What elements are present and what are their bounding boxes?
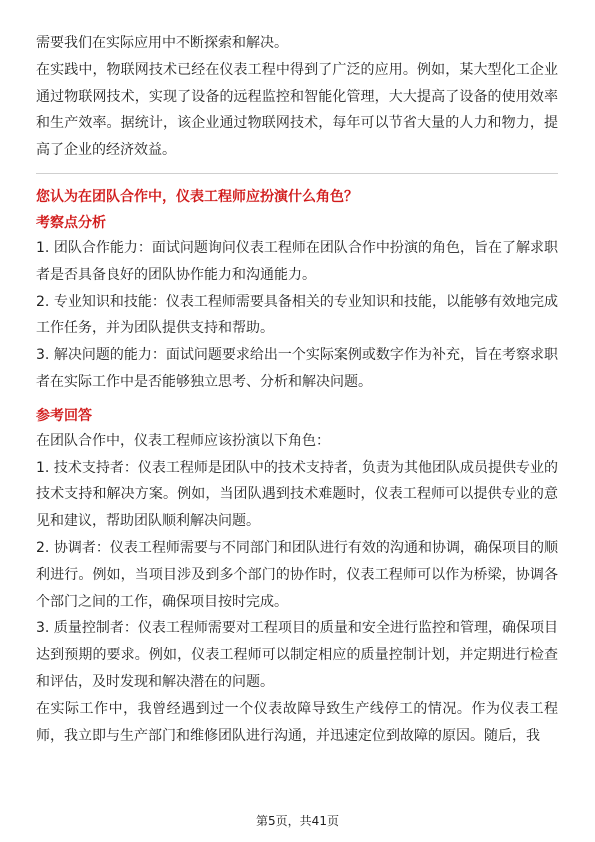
answer-item-1: 1. 技术支持者：仪表工程师是团队中的技术支持者，负责为其他团队成员提供专业的技术支持和解决方案。例如，当团队遇到技术难题时，仪表工程师可以提供专业的意见和建议，帮助团队顺利解决问题。 (36, 459, 558, 530)
analysis-item-3: 3. 解决问题的能力：面试问题要求给出一个实际案例或数字作为补充，旨在考察求职者在实际工作中是否能够独立思考、分析和解决问题。 (36, 347, 558, 390)
answer-closing-paragraph: 在实际工作中，我曾经遇到过一个仪表故障导致生产线停工的情况。作为仪表工程师，我立即与生产部门和维修团队进行沟通，并迅速定位到故障的原因。随后，我 (36, 700, 558, 744)
answer-heading: 参考回答 (36, 407, 92, 424)
answer-lead: 在团队合作中，仪表工程师应该扮演以下角色： (36, 432, 330, 449)
page-number-footer: 第5页，共41页 (256, 814, 339, 828)
intro-paragraph-2: 在实践中，物联网技术已经在仪表工程中得到了广泛的应用。例如，某大型化工企业通过物联网技术，实现了设备的远程监控和智能化管理，大大提高了设备的使用效率和生产效率。据统计，该企业通过物联网技术，每年可以节省大量的人力和物力，提高了企业的经济效益。 (36, 61, 558, 159)
analysis-item-2: 2. 专业知识和技能：仪表工程师需要具备相关的专业知识和技能，以能够有效地完成工作任务，并为团队提供支持和帮助。 (36, 293, 558, 337)
section-divider (36, 173, 558, 174)
section-gap (36, 396, 558, 404)
interview-question: 您认为在团队合作中，仪表工程师应扮演什么角色？ (36, 188, 358, 205)
answer-item-3: 3. 质量控制者：仪表工程师需要对工程项目的质量和安全进行监控和管理，确保项目达到预期的要求。例如，仪表工程师可以制定相应的质量控制计划，并定期进行检查和评估，及时发现和解决潜在的问题。 (36, 620, 558, 690)
analysis-item-1: 1. 团队合作能力：面试问题询问仪表工程师在团队合作中扮演的角色，旨在了解求职者是否具备良好的团队协作能力和沟通能力。 (36, 239, 558, 283)
analysis-heading: 考察点分析 (36, 214, 106, 231)
answer-item-2: 2. 协调者：仪表工程师需要与不同部门和团队进行有效的沟通和协调，确保项目的顺利进行。例如，当项目涉及到多个部门的协作时，仪表工程师可以作为桥梁，协调各个部门之间的工作，确保项目按时完成。 (36, 539, 558, 610)
intro-paragraph-1: 需要我们在实际应用中不断探索和解决。 (36, 35, 288, 51)
document-page (36, 30, 558, 749)
